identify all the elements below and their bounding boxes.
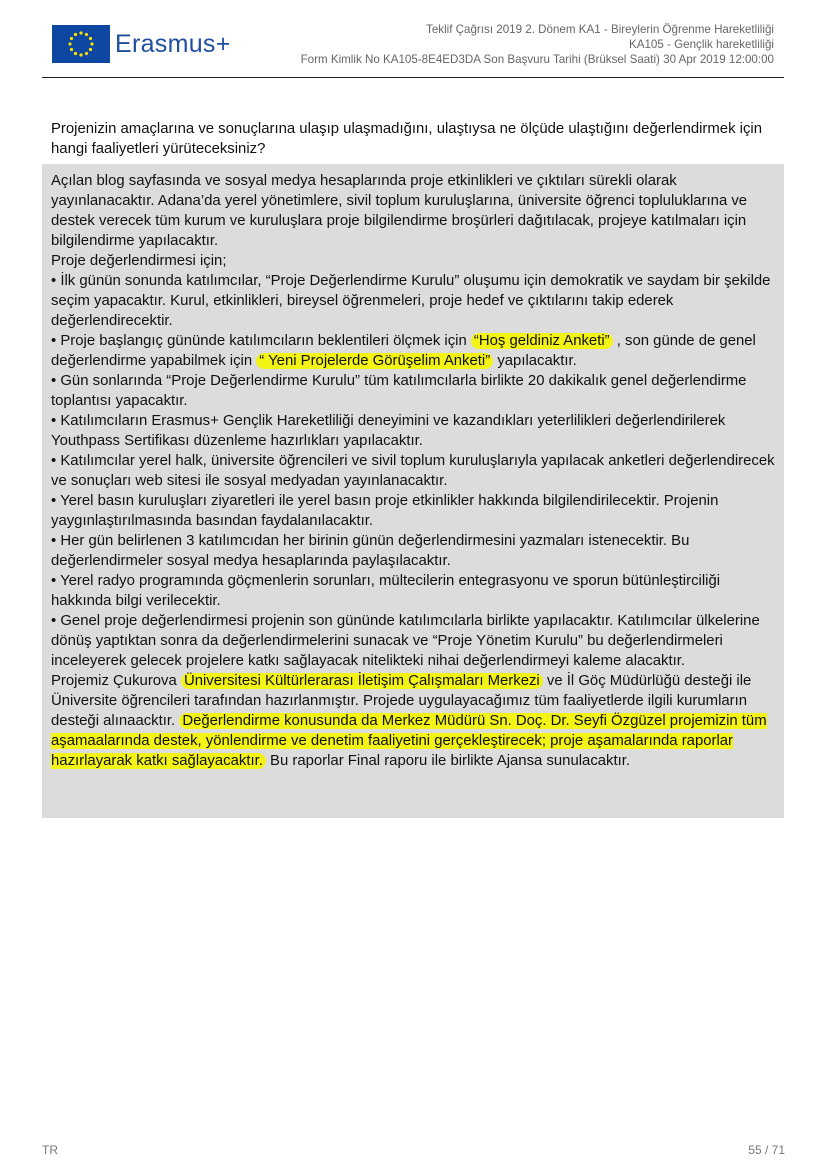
answer-paragraph <box>51 671 775 771</box>
answer-bullet: • Genel proje değerlendirmesi projenin son gününde katılımcılarla birlikte yapılacaktır. Katılımcılar ülkelerine dönüş yaptıktan sonra da değerlendirmelerini sunacak ve “Proje Yönetim Kurulu” bu değerlendirmeleri inceleyerek gelecek projelere katkı sağlayacak nitelikteki nihai değerlendirmeyi kaleme alacaktır. <box>51 613 760 669</box>
question-text: Projenizin amaçlarına ve sonuçlarına ulaşıp ulaşmadığını, ulaştıysa ne ölçüde ulaştığını değerlendirmek için hangi faaliyetleri yürüteceksiniz? <box>51 121 763 157</box>
answer-bullet: • Gün sonlarında “Proje Değerlendirme Kurulu” tüm katılımcılarla birlikte 20 dakikalık genel değerlendirme toplantısı yapacaktır. <box>51 373 747 409</box>
header-call-title: Teklif Çağrısı 2019 2. Dönem KA1 - Bireylerin Öğrenme Hareketliliği <box>426 23 774 36</box>
text-span: ve İl Göç Müdürlüğü desteği ile Üniversite öğrencileri tarafından hazırlanmıştır. Projede uygulayacağımız tüm faaliyetlerde ilgili kurumların desteği alınaacktır. <box>51 673 752 729</box>
page-header <box>0 0 827 80</box>
highlight: Üniversitesi Kültürlerarası İletişim Çalışmaları Merkezi <box>181 673 543 689</box>
header-divider <box>42 77 784 78</box>
header-action-type: KA105 - Gençlik hareketliliği <box>629 38 774 51</box>
highlight: Değerlendirme konusunda da Merkez Müdürü Sn. Doç. Dr. Seyfi Özgüzel projemizin tüm aşamaalarında destek, yönlendirme ve denetim faaliyetini gerçekleştirecek; proje aşamalarında raporlar hazırlayarak katkı sağlayacaktır. <box>51 713 767 769</box>
text-span: • Proje başlangıç gününde katılımcıların beklentileri ölçmek için <box>51 333 471 349</box>
text-span: Bu raporlar Final raporu ile birlikte Ajansa sunulacaktır. <box>265 753 631 769</box>
header-form-id: Form Kimlik No KA105-8E4ED3DA Son Başvuru Tarihi (Brüksel Saati) 30 Apr 2019 12:00:00 <box>300 53 774 66</box>
answer-paragraph: Proje değerlendirmesi için; <box>51 253 227 269</box>
eu-flag-icon <box>52 25 110 63</box>
logo-text: Erasmus+ <box>115 29 231 58</box>
answer-bullet: • Her gün belirlenen 3 katılımcıdan her birinin günün değerlendirmesini yazmaları istenecektir. Bu değerlendirmeler sosyal medya hesaplarında paylaşılacaktır. <box>51 533 690 569</box>
answer-bullet <box>51 331 775 371</box>
answer-bullet: • Yerel basın kuruluşları ziyaretleri ile yerel basın proje etkinlikler hakkında bilgilendirilecektir. Projenin yaygınlaştırılmasında basından faydalanılacaktır. <box>51 493 719 529</box>
header-info <box>301 22 774 67</box>
answer-bullet: • Yerel radyo programında göçmenlerin sorunları, mültecilerin entegrasyonu ve sporun bütünleştirciliği hakkında bilgi verilecektir. <box>51 573 721 609</box>
answer-field[interactable] <box>42 164 784 818</box>
highlight: “Hoş geldiniz Anketi” <box>471 333 613 349</box>
text-span: Projemiz Çukurova <box>51 673 181 689</box>
answer-bullet: • Katılımcıların Erasmus+ Gençlik Hareketliliği deneyimini ve kazandıkları yeterlilikleri değerlendirilerek Youthpass Sertifikası düzenleme hazırlıkları yapılacaktır. <box>51 413 726 449</box>
text-span: , son günde de genel değerlendirme yapabilmek için <box>51 333 756 369</box>
erasmus-logo <box>52 23 242 65</box>
footer-language: TR <box>42 1143 58 1157</box>
text-span: yapılacaktır. <box>493 353 577 369</box>
answer-bullet: • İlk günün sonunda katılımcılar, “Proje Değerlendirme Kurulu” oluşumu için demokratik ve saydam bir şekilde seçim yapacaktır. Kurul, etkinlikleri, bireysel öğrenmeleri, proje hedef ve çıktılarını takip ederek değerlendirecektir. <box>51 273 771 329</box>
answer-text <box>51 171 775 771</box>
answer-paragraph: Açılan blog sayfasında ve sosyal medya hesaplarında proje etkinlikleri ve çıktıları sürekli olarak yayınlanacaktır. Adana’da yerel yönetimlere, sivil toplum kuruluşlarına, üniversite öğrenci topluluklarına ve destek verecek tüm kurum ve kuruluşlara proje bilgilendirme broşürleri dağıtılacak, projeye katılmaları için bilgilendirme yapılacaktır. <box>51 173 748 249</box>
answer-bullet: • Katılımcılar yerel halk, üniversite öğrencileri ve sivil toplum kuruluşlarıyla yapılacak anketleri değerlendirecek ve sonuçları web sitesi ile sosyal medyadan yayınlanacaktır. <box>51 453 775 489</box>
highlight: “ Yeni Projelerde Görüşelim Anketi” <box>256 353 493 369</box>
page-number: 55 / 71 <box>748 1143 785 1157</box>
